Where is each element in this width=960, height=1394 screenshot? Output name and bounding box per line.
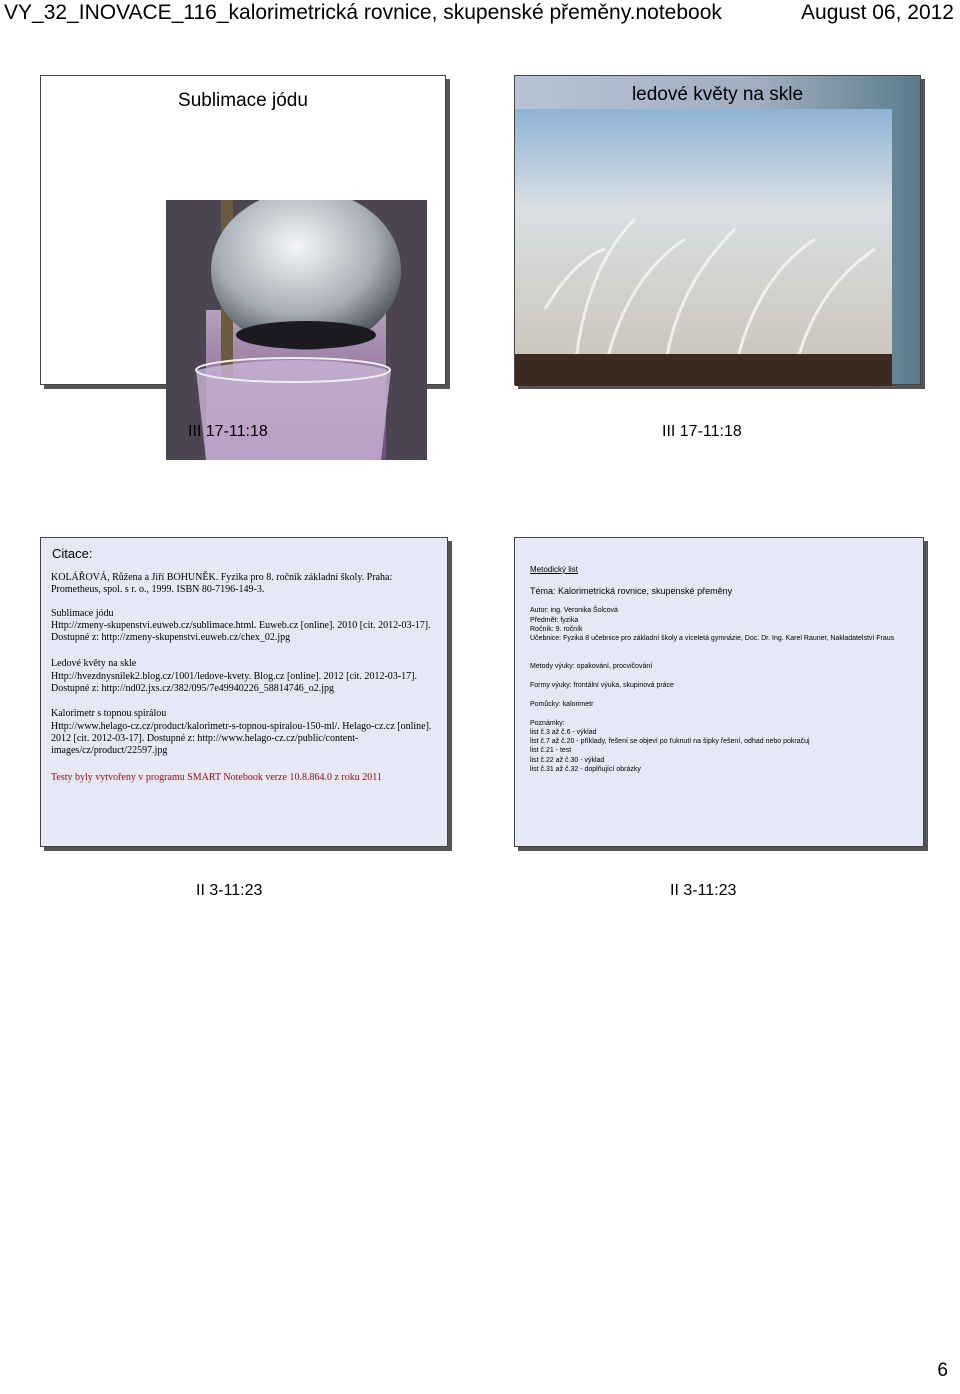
slide-time: III 17-11:18 [662, 423, 742, 440]
slide-citace [40, 537, 448, 847]
slide-metodicky-list [514, 537, 924, 847]
citation-title: Sublimace jódu [51, 608, 114, 619]
slide-time: II 3-11:23 [196, 882, 263, 899]
slide-time: III 17-11:18 [188, 423, 268, 440]
citation-title: Ledové květy na skle [51, 658, 137, 669]
note-item: list č.31 až č.32 - doplňující obrázky [530, 766, 641, 773]
smart-notebook-note: Testy byly vytvořeny v programu SMART Notebook verze 10.8.864.0 z roku 2011 [51, 772, 382, 783]
forms-line: Formy výuky: frontální výuka, skupinová práce [530, 682, 674, 689]
methods-line: Metody výuky: opakování, procvičování [530, 663, 653, 670]
citation-text: Http://zmeny-skupenstvi.euweb.cz/sublimace.html. Euweb.cz [online]. 2010 [cit. 2012-03-17]. Dostupné z: http://zmeny-skupenstvi.euweb.cz/chex_02.jpg [51, 620, 431, 643]
notebook-filename: VY_32_INOVACE_116_kalorimetrická rovnice, skupenské přeměny.notebook [4, 1, 722, 24]
page-number: 6 [937, 1360, 948, 1381]
textbook-line: Učebnice: Fyzika 8 učebnice pro základní školy a víceletá gymnázie, Doc. Dr. Ing. Karel Rauner, Nakladatelství Fraus [530, 635, 895, 642]
slide-title: Sublimace jódu [178, 90, 308, 111]
citation-heading: Citace: [52, 546, 93, 561]
iodine-sublimation-photo [166, 200, 427, 460]
frost-flowers-photo [515, 109, 892, 386]
notes-heading: Poznámky: [530, 720, 565, 727]
citation-text: Http://www.helago-cz.cz/product/kalorimetr-s-topnou-spiralou-150-ml/. Helago-cz.cz [online]. 2012 [cit. 2012-03-17]. Dostupné z: http://www.helago-cz.cz/public/content-images/cz/product/22597.jpg [51, 721, 432, 756]
note-item: list č.3 až č.6 - výklad [530, 729, 597, 736]
subject-line: Předmět: fyzika [530, 617, 579, 624]
note-item: list č.21 - test [530, 747, 572, 754]
notebook-date: August 06, 2012 [801, 1, 954, 24]
note-item: list č.7 až č.20 - příklady, řešení se objeví po ťuknutí na šipky řešení, odhad nebo pokračuj [530, 738, 810, 745]
citation-text: Http://hvezdnysnilek2.blog.cz/1001/ledove-kvety. Blog.cz [online]. 2012 [cit. 2012-03-17]. Dostupné z: http://nd02.jxs.cz/382/095/7e49940226_58814746_o2.jpg [51, 671, 417, 694]
author-line: Autor: ing. Veronika Šolcová [530, 607, 618, 614]
citation-title: Kalorimetr s topnou spirálou [51, 708, 167, 719]
slide-ledove-kvety [514, 75, 921, 385]
slide-time: II 3-11:23 [670, 882, 737, 899]
slide-title: ledové květy na skle [631, 84, 804, 105]
aids-line: Pomůcky: kalorimetr [530, 701, 594, 708]
citation-text: KOLÁŘOVÁ, Růžena a Jiří BOHUNĚK. Fyzika pro 8. ročník základní školy. Praha: Prometheus, spol. s r. o., 1999. ISBN 80-7196-149-3. [51, 572, 393, 595]
method-sheet-heading: Metodický list [530, 565, 579, 574]
topic-line: Téma: Kalorimetrická rovnice, skupenské přeměny [530, 586, 733, 596]
note-item: list č.22 až č.30 - výklad [530, 757, 605, 764]
slide-sublimace [40, 75, 446, 385]
grade-line: Ročník: 9. ročník [530, 626, 583, 633]
